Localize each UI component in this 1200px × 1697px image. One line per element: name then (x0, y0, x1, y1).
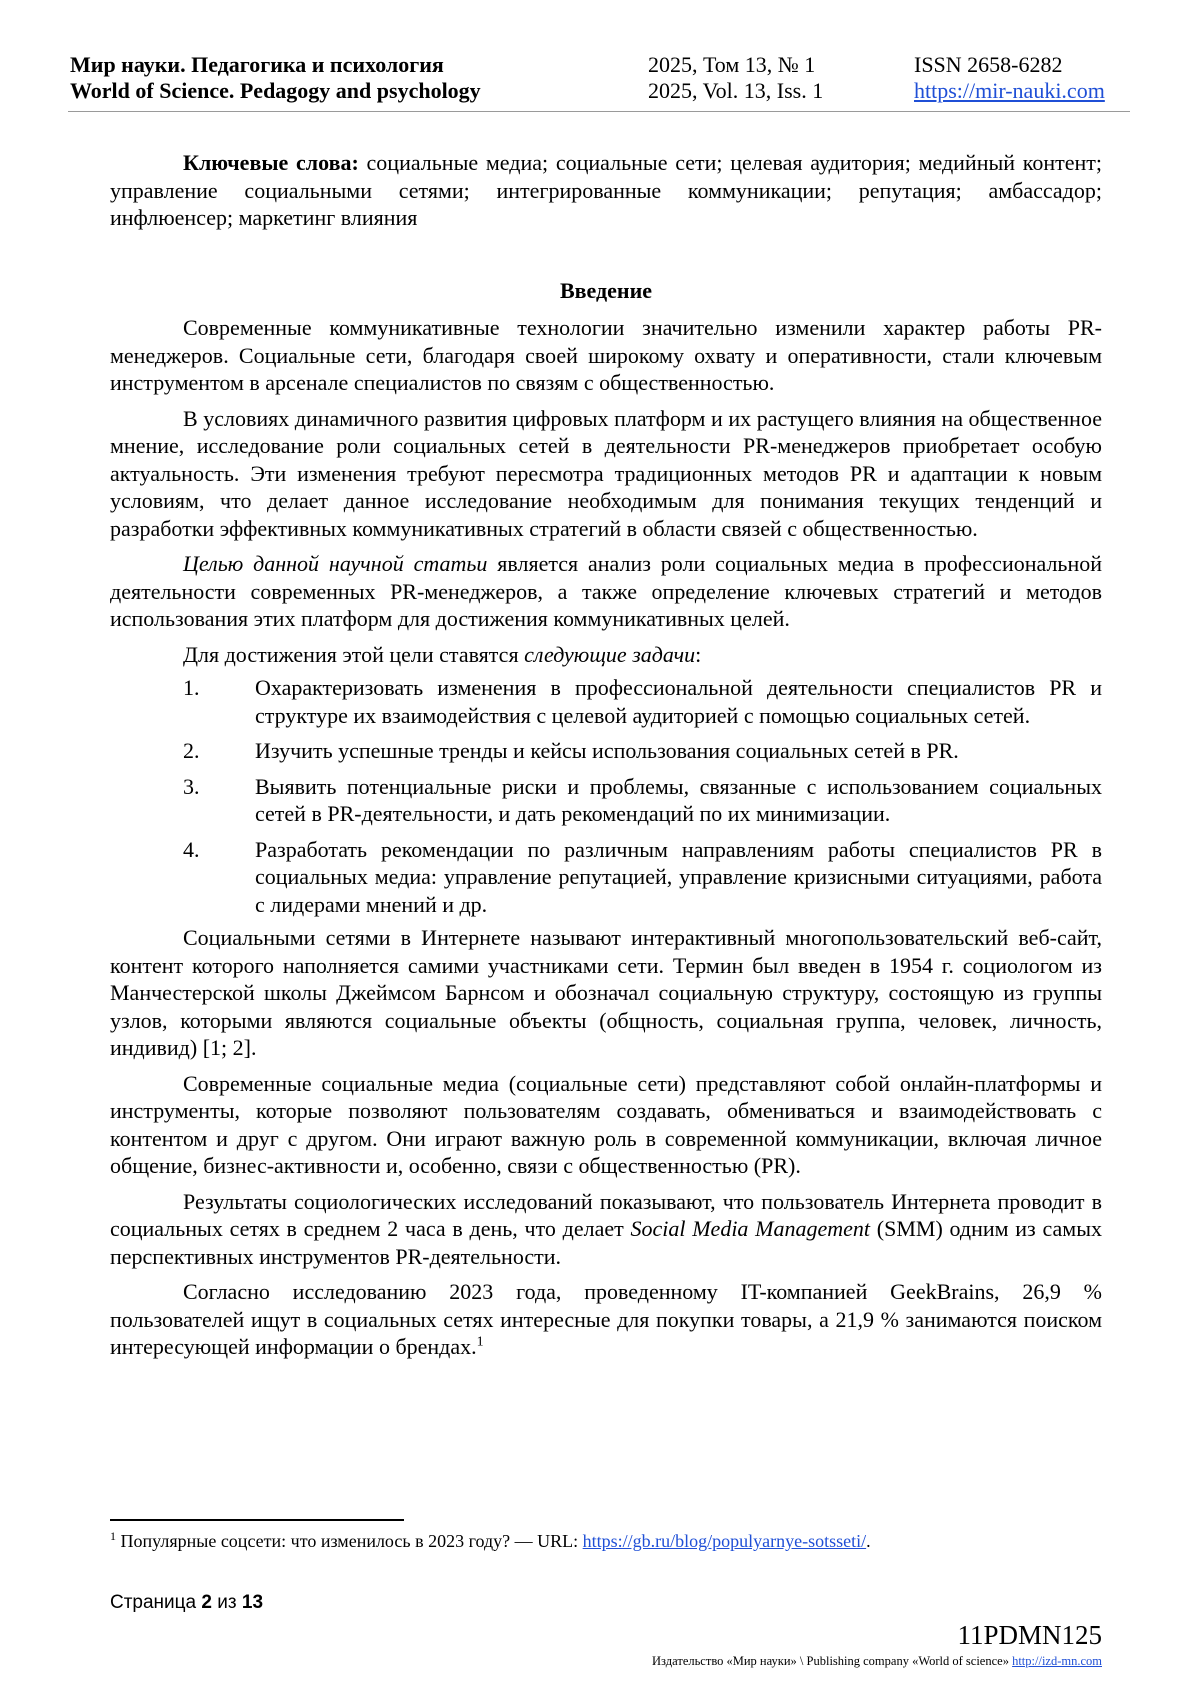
journal-title-en: World of Science. Pedagogy and psychology (70, 78, 481, 103)
keywords-text: социальные медиа; социальные сети; целевая аудитория; медийный контент; управление социальными сетями; интегрированные коммуникации; репутация; амбассадор; инфлюенсер; маркетинг влияния (110, 150, 1103, 230)
paragraph-5: Социальными сетями в Интернете называют интерактивный многопользовательский веб-сайт, контент которого наполняется самими участниками сети. Термин был введен в 1954 г. социологом из Манчестерской школы Джеймсом Барнсом и обозначал социальную структуру, состоящую из группы узлов, которыми являются социальные объекты (общность, социальная группа, человек, личность, индивид) [1; 2]. (110, 925, 1102, 1060)
paragraph-2: В условиях динамичного развития цифровых платформ и их растущего влияния на общественное мнение, исследование роли социальных сетей в деятельности PR-менеджеров приобретает особую актуальность. Эти изменения требуют пересмотра традиционных методов PR и адаптации к новым условиям, что делает данное исследование необходимым для понимания текущих тенденций и разработки эффективных коммуникативных стратегий в области связей с общественностью. (110, 405, 1102, 541)
goal-text: является анализ роли социальных медиа в профессиональной деятельности современных PR-менеджеров, а также определение ключевых стратегий и методов использования этих платформ для достижения коммуникативных целей. (110, 551, 1103, 631)
list-item (110, 773, 1102, 828)
issue-info (648, 52, 823, 104)
footnote-link[interactable]: https://gb.ru/blog/populyarnye-sotsseti/ (582, 1531, 867, 1551)
list-item (110, 836, 1102, 919)
list-item-number: 2. (183, 738, 200, 763)
tasks-intro-colon: : (695, 641, 702, 667)
p8-text: Согласно исследованию 2023 года, проведенному IT-компанией GeekBrains, 26,9 % пользователей ищут в социальных сетях интересные для покупки товары, а 21,9 % занимаются поиском интересующей информации о брендах. (110, 1279, 1102, 1359)
section-title: Введение (559, 277, 653, 303)
page-label: Страница (110, 1592, 202, 1613)
footnote-ref[interactable]: 1 (476, 1334, 484, 1350)
list-item-text: Охарактеризовать изменения в профессиональной деятельности специалистов PR и структуре их взаимодействия с целевой аудиторией с помощью социальных сетей. (255, 675, 1102, 728)
list-item-text: Разработать рекомендации по различным направлениям работы специалистов PR в социальных медиа: управление репутацией, управление кризисными ситуациями, работа с лидерами мнений и др. (255, 836, 1102, 917)
footnote-text: Популярные соцсети: что изменилось в 2023 году? — URL: (116, 1531, 583, 1551)
journal-title (70, 52, 481, 104)
list-item-text: Изучить успешные тренды и кейсы использования социальных сетей в PR. (255, 738, 959, 763)
paragraph-7 (110, 1188, 1102, 1271)
issn: ISSN 2658-6282 (914, 52, 1063, 77)
article-body (110, 149, 1102, 1361)
paragraph-1: Современные коммуникативные технологии значительно изменили характер работы PR-менеджеров. Социальные сети, благодаря своей широкому охвату и оперативности, стали ключевым инструментом в арсенале специалистов по связям с общественностью. (110, 315, 1102, 395)
tasks-intro-text: Для достижения этой цели ставятся (183, 641, 525, 667)
footnote-mark: 1 (110, 1529, 116, 1543)
paragraph-goal (110, 550, 1102, 633)
p7-text-end: (SMM) одним из самых перспективных инструментов PR-деятельности. (110, 1216, 1102, 1269)
issn-block (914, 52, 1105, 104)
publisher-line (652, 1654, 1102, 1669)
page-of: из (211, 1592, 242, 1613)
list-item-number: 3. (183, 773, 200, 799)
article-code: 11PDMN125 (957, 1620, 1102, 1650)
list-item (110, 674, 1102, 729)
list-item-number: 1. (183, 675, 200, 700)
p7-text: Результаты социологических исследований показывают, что пользователь Интернета проводит в социальных сетях в среднем 2 часа в день, что делает (110, 1188, 1102, 1241)
publisher-text: Издательство «Мир науки» \ Publishing company «World of science» (652, 1654, 1013, 1668)
keywords-paragraph (110, 149, 1102, 232)
footnote-divider (110, 1519, 404, 1521)
list-item (110, 737, 1102, 765)
keywords-label: Ключевые слова: (183, 150, 359, 175)
p7-emphasis: Social Media Management (630, 1216, 871, 1241)
page-number (110, 1592, 263, 1614)
footnote-end: . (866, 1531, 871, 1551)
page-current: 2 (201, 1592, 212, 1613)
paragraph-6: Современные социальные медиа (социальные сети) представляют собой онлайн-платформы и инструменты, которые позволяют пользователям создавать, обмениваться и взаимодействовать с контентом и друг с другом. Они играют важную роль в современной коммуникации, включая личное общение, бизнес-активности и, особенно, связи с общественностью (PR). (110, 1070, 1102, 1178)
header-divider (68, 111, 1130, 112)
issue-info-ru: 2025, Том 13, № 1 (648, 52, 816, 77)
paragraph-8 (110, 1278, 1102, 1361)
tasks-list (110, 674, 1102, 918)
goal-emphasis: Целью данной научной статьи (183, 551, 488, 576)
publisher-link[interactable]: http://izd-mn.com (1012, 1654, 1102, 1668)
list-item-text: Выявить потенциальные риски и проблемы, связанные с использованием социальных сетей в PR-деятельности, и дать рекомендаций по их минимизации. (255, 773, 1102, 826)
issue-info-en: 2025, Vol. 13, Iss. 1 (648, 78, 824, 103)
paragraph-tasks-intro (110, 641, 1102, 669)
tasks-intro-emphasis: следующие задачи (524, 641, 696, 667)
list-item-number: 4. (183, 836, 200, 862)
journal-title-ru: Мир науки. Педагогика и психология (70, 52, 444, 77)
page-total: 13 (241, 1592, 264, 1613)
journal-url-link[interactable]: https://mir-nauki.com (914, 78, 1105, 103)
footnote (110, 1530, 871, 1552)
